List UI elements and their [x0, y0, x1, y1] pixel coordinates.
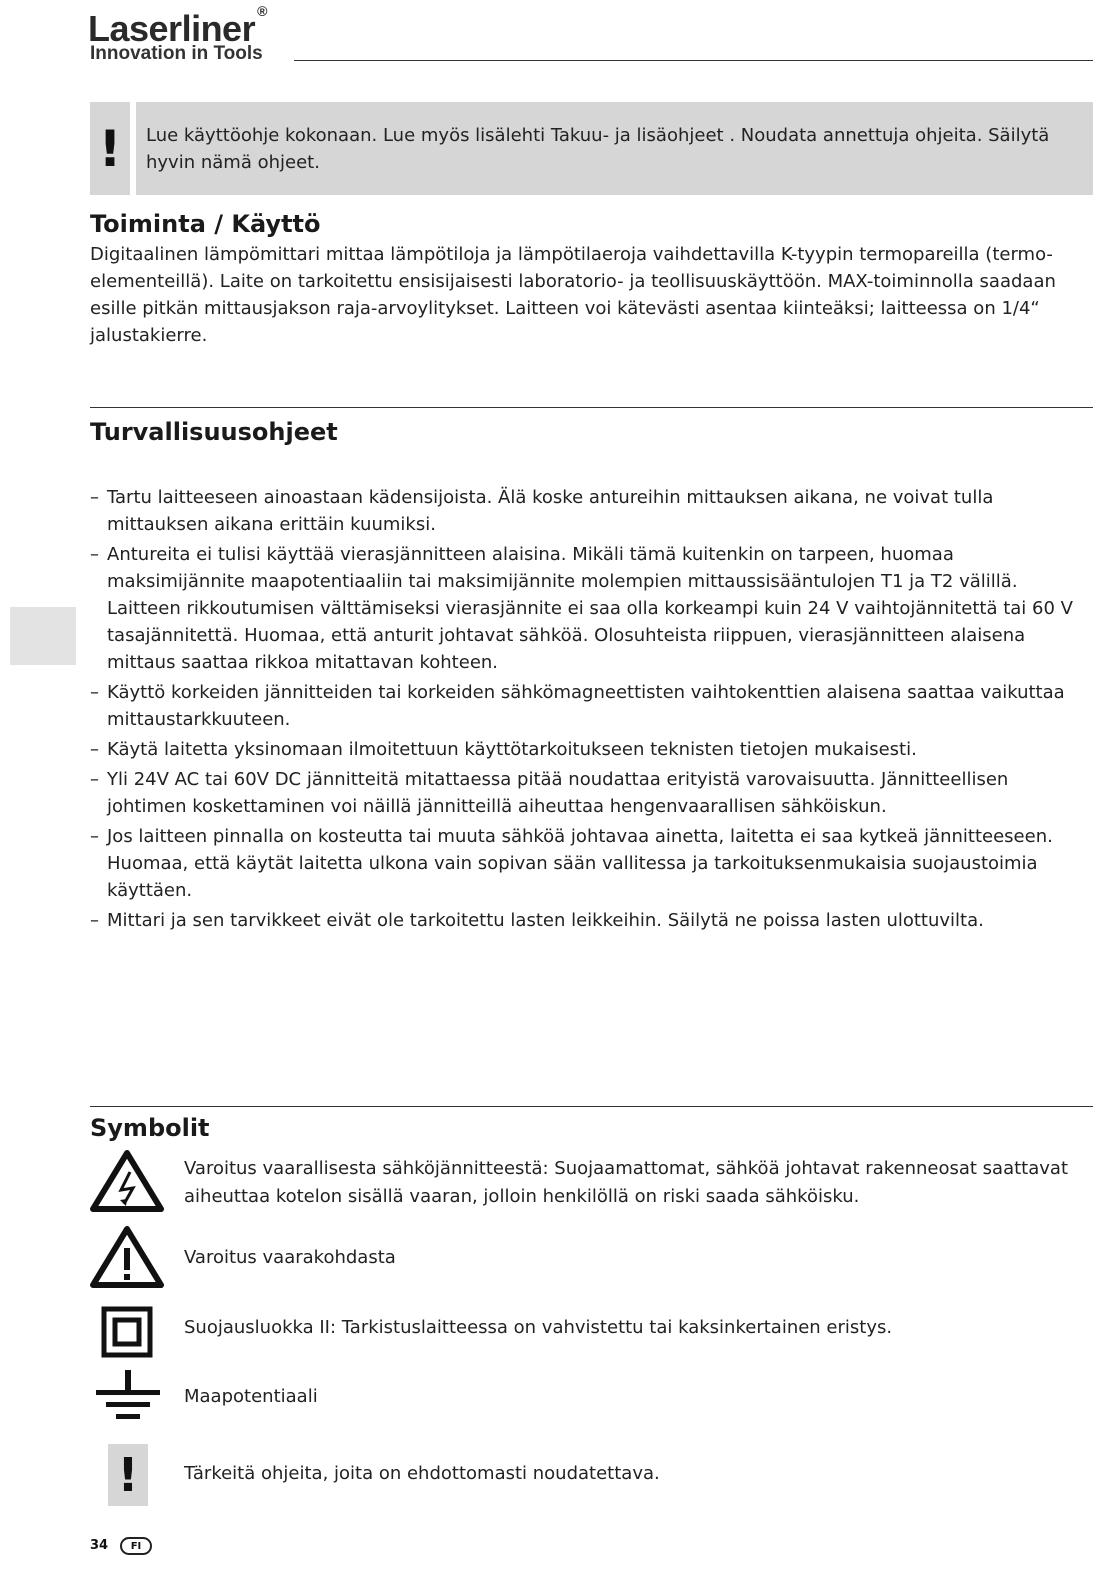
symbol-text-important: Tärkeitä ohjeita, joita on ehdottomasti noudatettava.	[184, 1463, 660, 1484]
warning-triangle-icon	[90, 1226, 164, 1288]
function-section-title: Toiminta / Käyttö	[90, 210, 321, 238]
safety-item: – Jos laitteen pinnalla on kosteutta tai muuta sähköä johtavaa ainetta, laitetta ei saa kytkeä jännitteeseen. Huomaa, että käytät laitetta ulkona vain sopivan sään vallitessa ja tarkoituksenmukaisia suojaustoimia käyttäen.	[90, 823, 1090, 904]
safety-item: – Mittari ja sen tarvikkeet eivät ole tarkoitettu lasten leikkeihin. Säilytä ne poissa lasten ulottuvilta.	[90, 907, 1090, 934]
symbols-section-divider	[90, 1106, 1093, 1107]
safety-item-text: Mittari ja sen tarvikkeet eivät ole tarkoitettu lasten leikkeihin. Säilytä ne poissa lasten ulottuvilta.	[107, 910, 984, 931]
safety-item-text: Käyttö korkeiden jännitteiden tai korkeiden sähkömagneettisten vaihtokenttien alaisena saattaa vaikuttaa mittaustarkkuuteen.	[107, 682, 1065, 730]
safety-item: – Käyttö korkeiden jännitteiden tai korkeiden sähkömagneettisten vaihtokenttien alaisena saattaa vaikuttaa mittaustarkkuuteen.	[90, 679, 1090, 733]
important-exclamation-icon: !	[108, 1444, 148, 1506]
symbols-section-title: Symbolit	[90, 1114, 210, 1142]
safety-item: – Tartu laitteeseen ainoastaan kädensijoista. Älä koske antureihin mittauksen aikana, ne voivat tulla mittauksen aikana erittäin kuumiksi.	[90, 484, 1090, 538]
safety-item-text: Käytä laitetta yksinomaan ilmoitettuun käyttötarkoitukseen teknisten tietojen mukaisesti.	[107, 739, 917, 760]
symbol-text-high-voltage: Varoitus vaarallisesta sähköjännitteestä: Suojaamattomat, sähköä johtavat rakenneosat saattavat aiheuttaa kotelon sisällä vaaran, jolloin henkilöllä on riski saada sähköisku.	[184, 1158, 1068, 1207]
safety-item: – Yli 24V AC tai 60V DC jännitteitä mitattaessa pitää noudattaa erityistä varovaisuutta. Jännitteellisen johtimen koskettaminen voi näillä jännitteillä aiheuttaa hengenvaarallisen sähköiskun.	[90, 766, 1090, 820]
high-voltage-warning-icon	[90, 1150, 164, 1212]
safety-item: – Antureita ei tulisi käyttää vierasjännitteen alaisina. Mikäli tämä kuitenkin on tarpeen, huomaa maksimijännite maapotentiaaliin tai maksimijännite molempien mittaussisääntulojen T1 ja T2 välillä. Laitteen rikkoutumisen välttämiseksi vierasjännite ei saa olla korkeampi kuin 24 V vaihtojännitettä tai 60 V tasajännitettä. Huomaa, että anturit johtavat sähköä. Olosuhteista riippuen, vierasjännitteen alaisena mittaus saattaa rikkoa mitattavan kohteen.	[90, 541, 1090, 676]
header-divider	[294, 60, 1093, 61]
safety-item-text-continued: Laitteen rikkoutumisen välttämiseksi vierasjännite ei saa olla korkeampi kuin 24 V vaihtojännitettä tai 60 V tasajännitettä. Huomaa, että anturit johtavat sähköä. Olosuhteista riippuen, vierasjännitteen alaisena mittaus saattaa rikkoa mitattavan kohteen.	[107, 598, 1073, 673]
safety-list	[90, 484, 1090, 937]
ground-icon	[96, 1370, 160, 1422]
safety-item-text: Tartu laitteeseen ainoastaan kädensijoista. Älä koske antureihin mittauksen aikana, ne voivat tulla mittauksen aikana erittäin kuumiksi.	[107, 487, 994, 535]
page-number: 34	[90, 1538, 109, 1553]
symbol-text-protection-class: Suojausluokka II: Tarkistuslaitteessa on vahvistettu tai kaksinkertainen eristys.	[184, 1317, 893, 1338]
registered-mark: ®	[257, 3, 267, 19]
symbol-text-ground: Maapotentiaali	[184, 1386, 318, 1407]
safety-item: – Käytä laitetta yksinomaan ilmoitettuun käyttötarkoitukseen teknisten tietojen mukaisesti.	[90, 736, 1090, 763]
side-tab-marker	[10, 607, 76, 665]
function-section-body: Digitaalinen lämpömittari mittaa lämpötiloja ja lämpötilaeroja vaihdettavilla K-tyypin termopareilla (termo-elementeillä). Laite on tarkoitettu ensisijaisesti laboratorio- ja teollisuuskäyttöön. MAX-toiminnolla saadaan esille pitkän mittausjakson raja-arvoylitykset. Laitteen voi kätevästi asentaa kiinteäksi; laitteessa on 1/4“ jalustakierre.	[90, 244, 1056, 346]
safety-section-divider	[90, 407, 1093, 408]
brand-tagline: Innovation in Tools	[90, 43, 263, 64]
symbol-text-warning: Varoitus vaarakohdasta	[184, 1247, 396, 1268]
notice-exclamation-icon: !	[90, 102, 130, 195]
notice-text: Lue käyttöohje kokonaan. Lue myös lisälehti Takuu- ja lisäohjeet . Noudata annettuja ohjeita. Säilytä hyvin nämä ohjeet.	[146, 125, 1050, 173]
safety-item-text: Antureita ei tulisi käyttää vierasjännitteen alaisina. Mikäli tämä kuitenkin on tarpeen, huomaa maksimijännite maapotentiaaliin tai maksimijännite molempien mittaussisääntulojen T1 ja T2 välillä.	[107, 544, 1018, 592]
safety-item-text: Jos laitteen pinnalla on kosteutta tai muuta sähköä johtavaa ainetta, laitetta ei saa kytkeä jännitteeseen. Huomaa, että käytät laitetta ulkona vain sopivan sään vallitessa ja tarkoituksenmukaisia suojaustoimia käyttäen.	[107, 826, 1053, 901]
brand-name: Laserliner	[88, 8, 256, 49]
safety-item-text: Yli 24V AC tai 60V DC jännitteitä mitattaessa pitää noudattaa erityistä varovaisuutta. Jännitteellisen johtimen koskettaminen voi näillä jännitteillä aiheuttaa hengenvaarallisen sähköiskun.	[107, 769, 1009, 817]
language-badge: FI	[120, 1537, 152, 1555]
protection-class-ii-icon	[101, 1306, 153, 1358]
safety-section-title: Turvallisuusohjeet	[90, 418, 338, 446]
